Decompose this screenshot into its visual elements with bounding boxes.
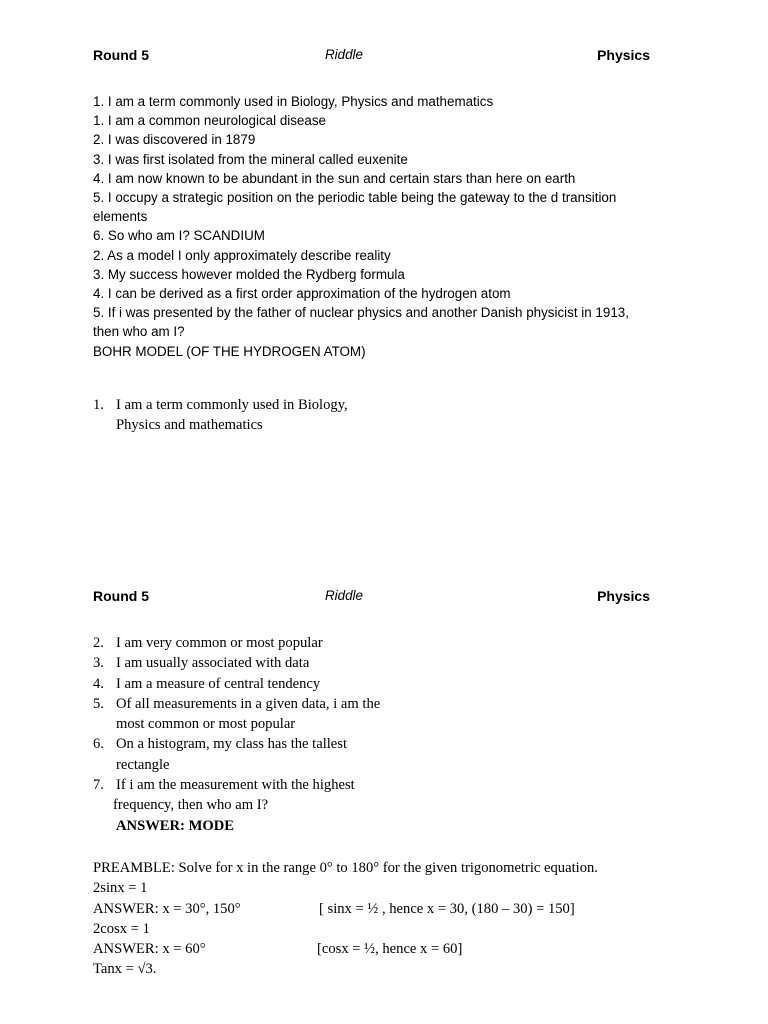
category-label: Riddle bbox=[325, 588, 363, 603]
item-continuation: Physics and mathematics bbox=[116, 417, 263, 434]
item-number: 2. bbox=[93, 635, 104, 651]
preamble-text: PREAMBLE: Solve for x in the range 0° to 180° for the given trigonometric equation. bbox=[93, 860, 598, 876]
equation-1: 2sinx = 1 bbox=[93, 880, 148, 897]
round-label: Round 5 bbox=[93, 588, 149, 604]
list-item bbox=[93, 674, 663, 694]
item-continuation: most common or most popular bbox=[116, 716, 296, 733]
answer-row-1 bbox=[93, 899, 663, 919]
item-text: Of all measurements in a given data, i am the bbox=[116, 695, 381, 712]
item-number: 6. bbox=[93, 736, 104, 753]
round-header-1 bbox=[93, 47, 650, 67]
answer-2: ANSWER: x = 60° bbox=[93, 941, 206, 958]
riddle-line: elements bbox=[93, 209, 148, 225]
answer-1-note: [ sinx = ½ , hence x = 30, (180 – 30) = 150] bbox=[319, 900, 575, 917]
subject-label: Physics bbox=[597, 47, 650, 63]
item-continuation: rectangle bbox=[116, 756, 170, 773]
riddle-line: 1. I am a term commonly used in Biology, Physics and mathematics bbox=[93, 94, 494, 109]
list-item bbox=[93, 633, 663, 653]
riddle-line: BOHR MODEL (OF THE HYDROGEN ATOM) bbox=[93, 343, 366, 359]
item-number: 5. bbox=[93, 695, 104, 712]
riddle-line: 2. As a model I only approximately describe reality bbox=[93, 247, 391, 263]
answer-row-2 bbox=[93, 939, 663, 959]
riddle-1-serif bbox=[93, 395, 663, 436]
item-text: If i am the measurement with the highest bbox=[116, 777, 355, 794]
item-continuation: frequency, then who am I? bbox=[113, 797, 269, 814]
list-item bbox=[93, 775, 663, 795]
equation-2: 2cosx = 1 bbox=[93, 920, 150, 937]
riddle-line: 2. I was discovered in 1879 bbox=[93, 132, 256, 148]
riddle-line: 4. I can be derived as a first order approximation of the hydrogen atom bbox=[93, 286, 511, 302]
item-number: 4. bbox=[93, 675, 104, 692]
trig-section bbox=[93, 858, 663, 980]
answer-1: ANSWER: x = 30°, 150° bbox=[93, 900, 241, 917]
riddle-line: 1. I am a common neurological disease bbox=[93, 113, 326, 129]
answer-2-note: [cosx = ½, hence x = 60] bbox=[317, 941, 463, 958]
riddle-line: then who am I? bbox=[93, 324, 185, 340]
item-number: 1. bbox=[93, 397, 104, 413]
riddle-line: 4. I am now known to be abundant in the sun and certain stars than here on earth bbox=[93, 170, 576, 186]
item-number: 3. bbox=[93, 655, 104, 672]
list-item bbox=[93, 734, 663, 754]
list-item bbox=[93, 395, 663, 415]
riddle-line: 3. My success however molded the Rydberg formula bbox=[93, 266, 405, 282]
subject-label: Physics bbox=[597, 588, 650, 604]
round-label: Round 5 bbox=[93, 47, 149, 63]
riddle-line: 5. If i was presented by the father of nuclear physics and another Danish physicist in 1913, bbox=[93, 305, 629, 321]
equation-3: Tanx = √3. bbox=[93, 961, 157, 978]
item-text: I am very common or most popular bbox=[116, 635, 323, 651]
riddle-line: 6. So who am I? SCANDIUM bbox=[93, 228, 265, 244]
riddle-line: 3. I was first isolated from the mineral called euxenite bbox=[93, 151, 408, 167]
category-label: Riddle bbox=[325, 47, 363, 62]
item-number: 7. bbox=[93, 777, 104, 794]
list-item bbox=[93, 694, 663, 714]
round-header-2 bbox=[93, 588, 650, 608]
answer-text: ANSWER: MODE bbox=[116, 817, 234, 834]
list-item bbox=[93, 653, 663, 673]
riddle-line: 5. I occupy a strategic position on the periodic table being the gateway to the d transition bbox=[93, 190, 617, 206]
item-text: On a histogram, my class has the tallest bbox=[116, 736, 348, 753]
mode-riddle-list bbox=[93, 633, 663, 836]
item-text: I am a measure of central tendency bbox=[116, 675, 321, 692]
item-text: I am usually associated with data bbox=[116, 655, 310, 672]
riddle-list-sans bbox=[93, 92, 663, 361]
item-text: I am a term commonly used in Biology, bbox=[116, 397, 348, 413]
